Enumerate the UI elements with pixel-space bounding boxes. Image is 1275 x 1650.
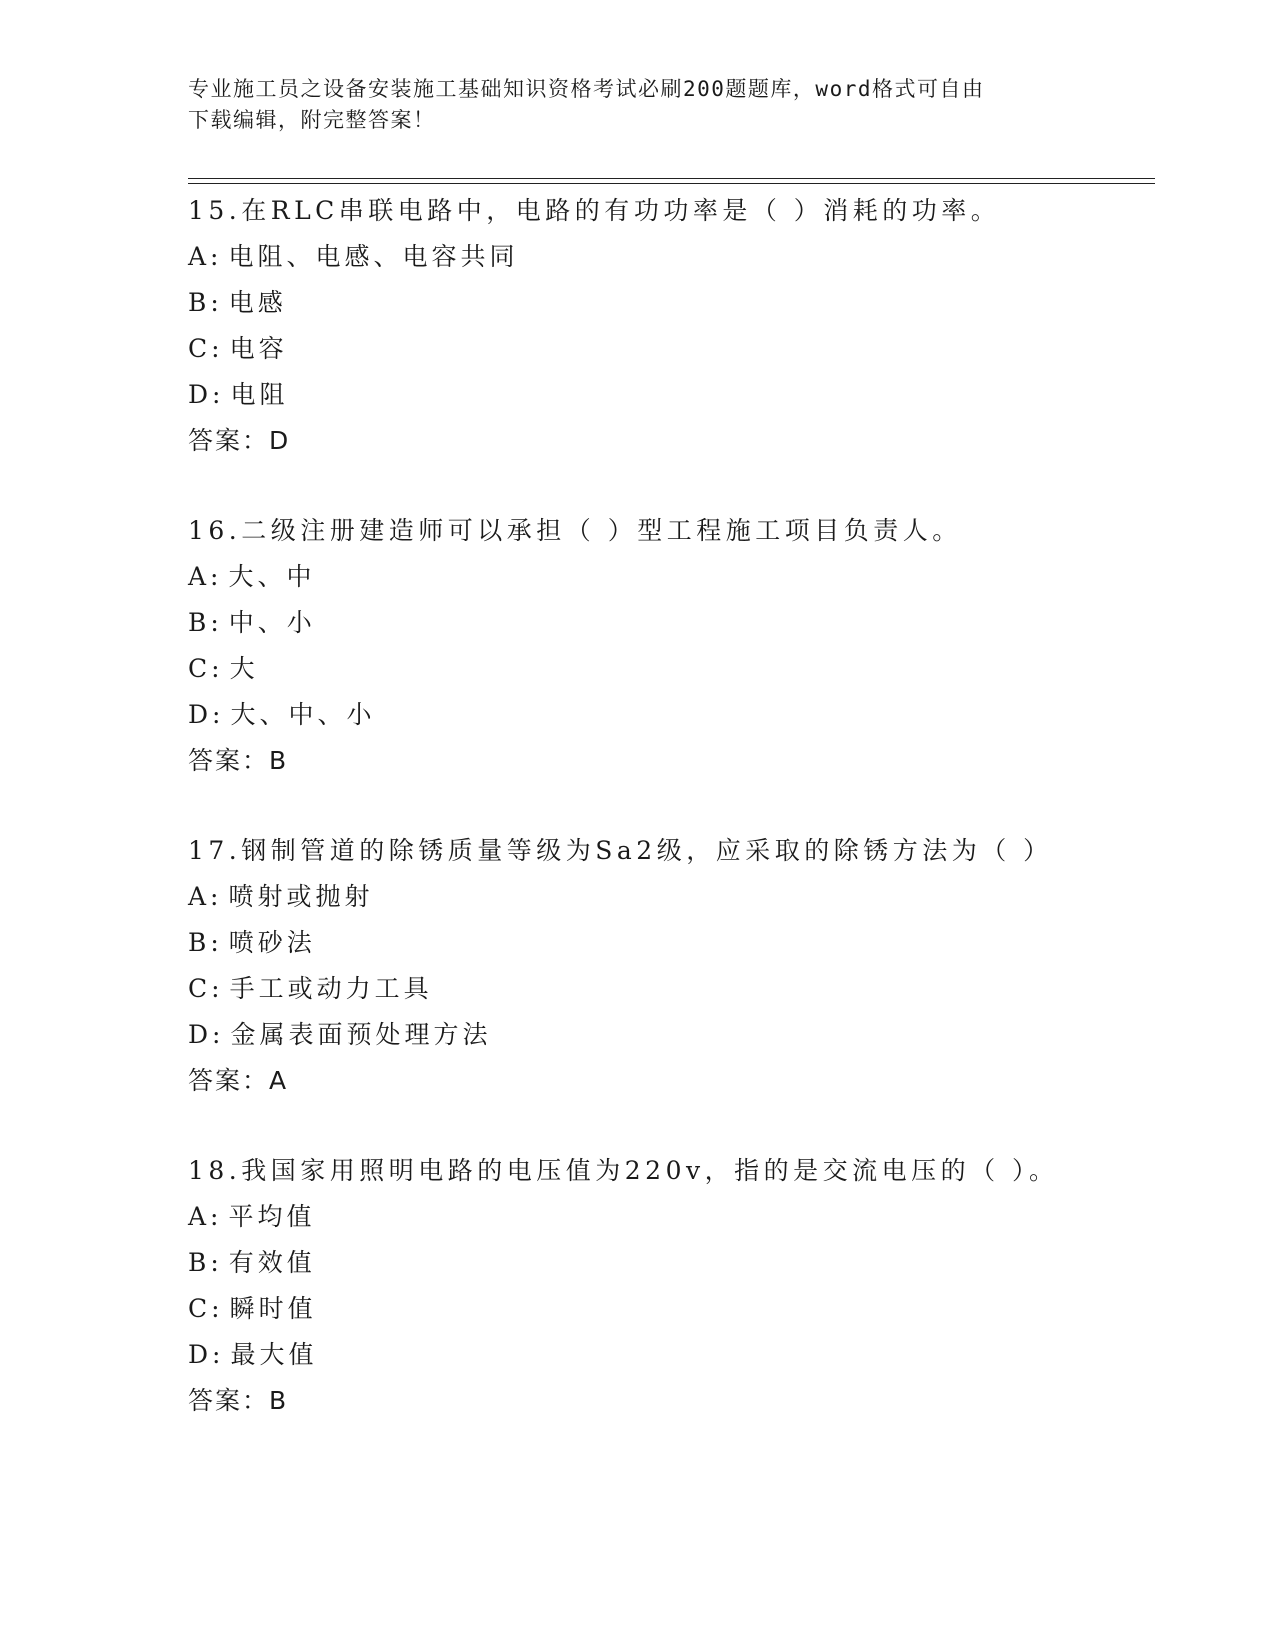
option-label: B: bbox=[188, 928, 223, 957]
option-text: 喷射或抛射 bbox=[228, 882, 374, 911]
header-divider-top bbox=[188, 178, 1155, 179]
option-c bbox=[188, 966, 1148, 1012]
option-text: 电阻、电感、电容共同 bbox=[228, 242, 519, 271]
option-label: B: bbox=[188, 608, 223, 637]
header-line-2: 下载编辑，附完整答案！ bbox=[188, 108, 436, 132]
option-text: 最大值 bbox=[230, 1340, 318, 1369]
option-label: B: bbox=[188, 288, 223, 317]
option-label: D: bbox=[188, 380, 225, 409]
option-label: D: bbox=[188, 1340, 225, 1369]
question-stem: 16.二级注册建造师可以承担（ ）型工程施工项目负责人。 bbox=[188, 516, 962, 545]
option-text: 电容 bbox=[229, 334, 288, 363]
header-line-1: 专业施工员之设备安装施工基础知识资格考试必刷200题题库，word格式可自由 bbox=[188, 77, 985, 101]
option-d bbox=[188, 692, 1148, 738]
question-18 bbox=[188, 1148, 1148, 1424]
question-stem: 18.我国家用照明电路的电压值为220v，指的是交流电压的（ ）。 bbox=[188, 1156, 1059, 1185]
option-a bbox=[188, 234, 1148, 280]
document-header bbox=[188, 74, 1088, 136]
option-label: C: bbox=[188, 1294, 224, 1323]
option-label: A: bbox=[188, 1202, 223, 1231]
option-label: D: bbox=[188, 700, 225, 729]
option-text: 大 bbox=[229, 654, 259, 683]
option-label: A: bbox=[188, 562, 223, 591]
question-16 bbox=[188, 508, 1148, 784]
option-label: C: bbox=[188, 974, 224, 1003]
option-text: 瞬时值 bbox=[229, 1294, 317, 1323]
question-15 bbox=[188, 188, 1148, 464]
option-label: C: bbox=[188, 334, 224, 363]
option-c bbox=[188, 1286, 1148, 1332]
option-b bbox=[188, 920, 1148, 966]
option-text: 喷砂法 bbox=[228, 928, 316, 957]
answer-line: 答案：A bbox=[188, 1066, 289, 1095]
question-stem: 17.钢制管道的除锈质量等级为Sa2级，应采取的除锈方法为（ ） bbox=[188, 836, 1053, 865]
option-a bbox=[188, 554, 1148, 600]
option-text: 手工或动力工具 bbox=[229, 974, 433, 1003]
option-c bbox=[188, 326, 1148, 372]
question-stem: 15.在RLC串联电路中，电路的有功功率是（ ）消耗的功率。 bbox=[188, 196, 1001, 225]
option-label: C: bbox=[188, 654, 224, 683]
answer-line: 答案：D bbox=[188, 426, 291, 455]
option-text: 大、中、小 bbox=[230, 700, 376, 729]
option-text: 电感 bbox=[228, 288, 287, 317]
option-d bbox=[188, 372, 1148, 418]
option-label: D: bbox=[188, 1020, 225, 1049]
option-label: A: bbox=[188, 882, 223, 911]
option-a bbox=[188, 1194, 1148, 1240]
option-a bbox=[188, 874, 1148, 920]
option-text: 平均值 bbox=[228, 1202, 316, 1231]
option-text: 大、中 bbox=[228, 562, 316, 591]
option-text: 金属表面预处理方法 bbox=[230, 1020, 492, 1049]
answer-line: 答案：B bbox=[188, 746, 289, 775]
header-divider-bottom bbox=[188, 183, 1155, 184]
option-label: A: bbox=[188, 242, 223, 271]
question-17 bbox=[188, 828, 1148, 1104]
option-b bbox=[188, 280, 1148, 326]
option-b bbox=[188, 1240, 1148, 1286]
option-d bbox=[188, 1012, 1148, 1058]
option-label: B: bbox=[188, 1248, 223, 1277]
option-text: 有效值 bbox=[228, 1248, 316, 1277]
option-d bbox=[188, 1332, 1148, 1378]
option-c bbox=[188, 646, 1148, 692]
option-text: 中、小 bbox=[228, 608, 316, 637]
option-text: 电阻 bbox=[230, 380, 289, 409]
answer-line: 答案：B bbox=[188, 1386, 289, 1415]
option-b bbox=[188, 600, 1148, 646]
